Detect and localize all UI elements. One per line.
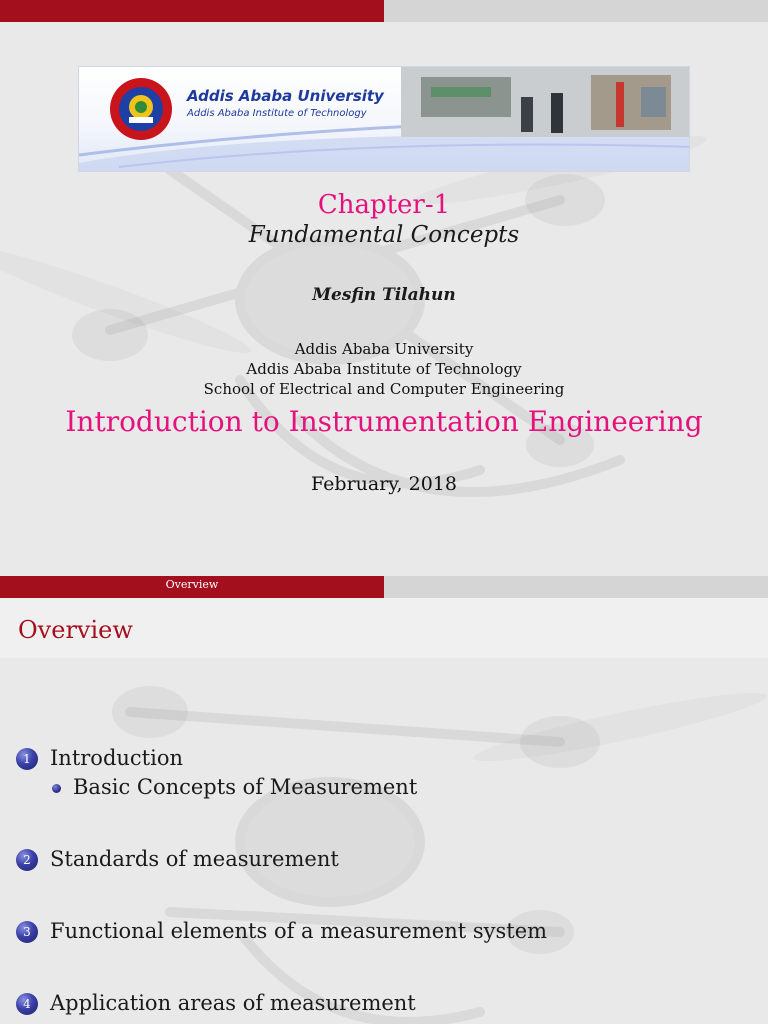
affiliation-institute: Addis Ababa Institute of Technology xyxy=(246,360,522,378)
affiliation-university: Addis Ababa University xyxy=(294,340,474,358)
affiliation-school: School of Electrical and Computer Engineering xyxy=(203,380,565,398)
toc-sublabel: Basic Concepts of Measurement xyxy=(73,775,418,799)
presentation-date: February, 2018 xyxy=(311,473,457,495)
toc-number-badge: 3 xyxy=(16,921,38,943)
author-name: Mesfin Tilahun xyxy=(312,285,456,305)
top-bar-right xyxy=(384,0,768,22)
toc-label: Standards of measurement xyxy=(50,847,339,871)
university-seal-icon xyxy=(109,77,173,141)
chapter-subtitle: Fundamental Concepts xyxy=(248,222,520,248)
bullet-icon xyxy=(52,784,61,793)
toc-label: Functional elements of a measurement system xyxy=(50,919,548,943)
toc-number-badge: 2 xyxy=(16,849,38,871)
overview-title: Overview xyxy=(18,616,133,644)
workshop-photo xyxy=(401,67,690,137)
section-navigation-bar xyxy=(0,576,768,598)
toc-number-badge: 4 xyxy=(16,993,38,1015)
section-bar-right xyxy=(384,576,768,598)
top-bar xyxy=(0,0,768,22)
banner-university-name: Addis Ababa University xyxy=(187,87,384,105)
top-bar-left xyxy=(0,0,384,22)
banner-institute-name: Addis Ababa Institute of Technology xyxy=(187,108,367,119)
course-title: Introduction to Instrumentation Engineering xyxy=(65,405,703,438)
toc-label: Application areas of measurement xyxy=(50,991,416,1015)
frame-title-bar xyxy=(0,598,768,658)
toc-number-badge: 1 xyxy=(16,748,38,770)
university-banner xyxy=(78,66,690,172)
chapter-title: Chapter-1 xyxy=(317,190,451,220)
toc-label: Introduction xyxy=(50,746,183,770)
section-overview-link[interactable]: Overview xyxy=(0,576,384,598)
